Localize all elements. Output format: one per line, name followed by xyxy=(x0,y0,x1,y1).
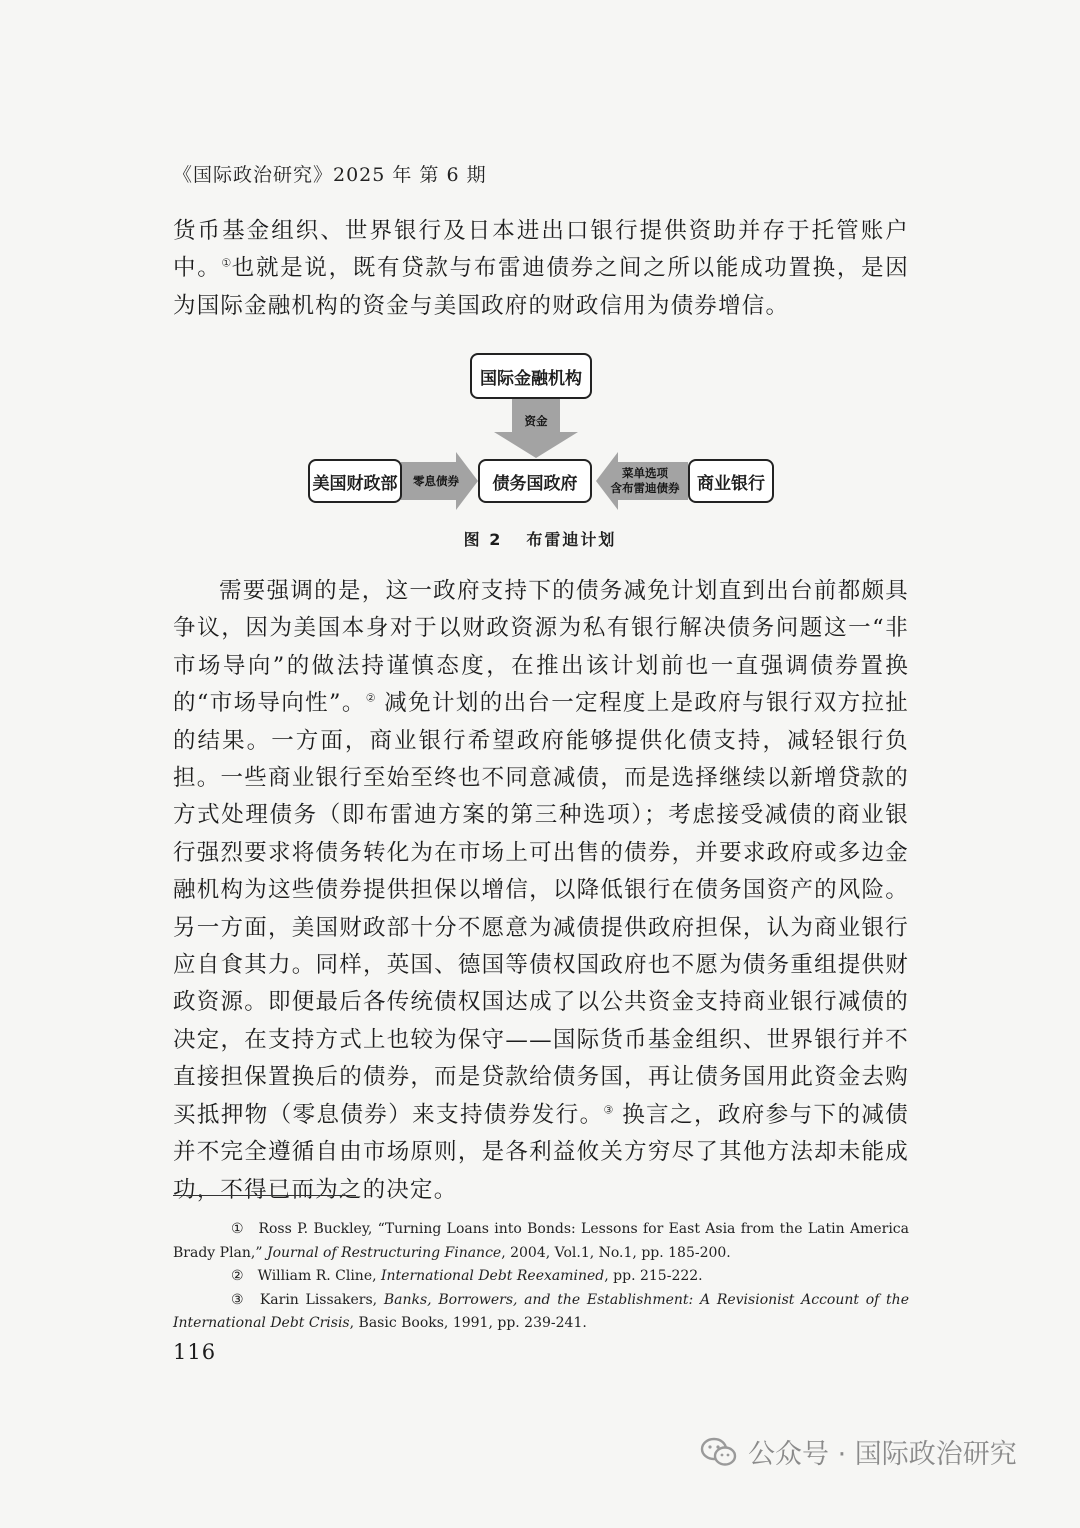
paragraph-1-text-a: 货币基金组织、世界银行及日本进出口银行提供资助并存于托管账户中。 xyxy=(173,218,909,282)
footnote-3-post: , Basic Books, 1991, pp. 239-241. xyxy=(349,1315,587,1331)
arrow-label-funds: 资金 xyxy=(524,414,548,428)
watermark xyxy=(700,1432,1017,1471)
footnote-2-italic: International Debt Reexamined xyxy=(381,1268,605,1284)
footnote-1-italic: Journal of Restructuring Finance xyxy=(266,1244,502,1261)
footnote-ref-3[interactable]: ③ xyxy=(603,1103,614,1117)
footnote-2 xyxy=(173,1265,909,1289)
running-head: 《国际政治研究》2025 年 第 6 期 xyxy=(173,164,487,186)
footnote-divider xyxy=(173,1195,356,1196)
arrow-label-menu-line-1: 菜单选项 xyxy=(622,466,668,480)
paragraph-2-text-b: 减免计划的出台一定程度上是政府与银行双方拉扯的结果。一方面，商业银行希望政府能够提供化债支持，减轻银行负担。一些商业银行至始至终也不同意减债，而是选择继续以新增贷款的方式处理债务（即布雷迪方案的第三种选项）；考虑接受减债的商业银行强烈要求将债务转化为在市场上可出售的债券，并要求政府或多边金融机构为这些债券提供担保以增信，以降低银行在债务国资产的风险。另一方面，美国财政部十分不愿意为减债提供政府担保，认为商业银行应自食其力。同样，英国、德国等债权国政府也不愿为债务重组提供财政资源。即便最后各传统债权国达成了以公共资金支持商业银行减债的决定，在支持方式上也较为保守——国际货币基金组织、世界银行并不直接担保置换后的债券，而是贷款给债务国，再让债务国用此资金去购买抵押物（零息债券）来支持债券发行。 xyxy=(173,690,909,1128)
watermark-text: 公众号 · 国际政治研究 xyxy=(748,1439,1017,1470)
figure-caption xyxy=(0,527,1080,550)
figure-caption-title: 布雷迪计划 xyxy=(526,530,617,549)
paragraph-2-text-c: 换言之，政府参与下的减债并不完全遵循自由市场原则，是各利益攸关方穷尽了其他方法却未能成功，不得已而为之的决定。 xyxy=(173,1101,909,1203)
page-number: 116 xyxy=(173,1340,217,1364)
footnote-3-pre: Karin Lissakers, xyxy=(259,1291,384,1308)
box-international-financial-institutions: 国际金融机构 xyxy=(470,353,592,399)
arrow-label-menu-line-2: 含布雷迪债券 xyxy=(610,481,680,495)
footnote-ref-2[interactable]: ② xyxy=(365,691,376,705)
box-us-treasury: 美国财政部 xyxy=(308,459,402,503)
paragraph-2-text-a: 需要强调的是，这一政府支持下的债务减免计划直到出台前都颇具争议，因为美国本身对于以财政资源为私有银行解决债务问题这一“非市场导向”的做法持谨慎态度，在推出该计划前也一直强调债券置换的“市场导向性”。 xyxy=(173,578,909,717)
arrow-label-zero-coupon-bonds: 零息债券 xyxy=(413,474,459,488)
footnote-2-post: , pp. 215-222. xyxy=(604,1268,703,1284)
figure-brady-plan xyxy=(300,348,780,548)
box-commercial-banks: 商业银行 xyxy=(688,459,774,503)
footnote-3-number: ③ xyxy=(231,1291,246,1308)
footnote-1-pre: Ross P. Buckley, “Turning Loans into Bonds: Lessons for East Asia from the Latin America Brady Plan,” xyxy=(173,1221,909,1261)
footnote-1-post: , 2004, Vol.1, No.1, pp. 185-200. xyxy=(501,1244,731,1261)
paragraph-2 xyxy=(173,573,909,1209)
footnote-3-italic: Banks, Borrowers, and the Establishment: A Revisionist Account of the International Debt Crisis xyxy=(173,1291,909,1331)
paragraph-1 xyxy=(173,213,909,325)
footnote-1 xyxy=(173,1218,909,1265)
paragraph-1-text-b: 也就是说，既有贷款与布雷迪债券之间之所以能成功置换，是因为国际金融机构的资金与美国政府的财政信用为债券增信。 xyxy=(173,255,909,319)
arrow-label-menu-options xyxy=(602,466,688,496)
figure-caption-number: 图 2 xyxy=(463,530,503,549)
footnote-ref-1[interactable]: ① xyxy=(221,256,232,270)
footnote-1-number: ① xyxy=(231,1221,245,1237)
box-debtor-government: 债务国政府 xyxy=(478,459,592,503)
footnote-2-pre: William R. Cline, xyxy=(257,1268,381,1284)
footnote-2-number: ② xyxy=(231,1268,244,1284)
footnote-3 xyxy=(173,1289,909,1336)
wechat-icon xyxy=(700,1436,738,1468)
footnotes xyxy=(173,1218,909,1336)
